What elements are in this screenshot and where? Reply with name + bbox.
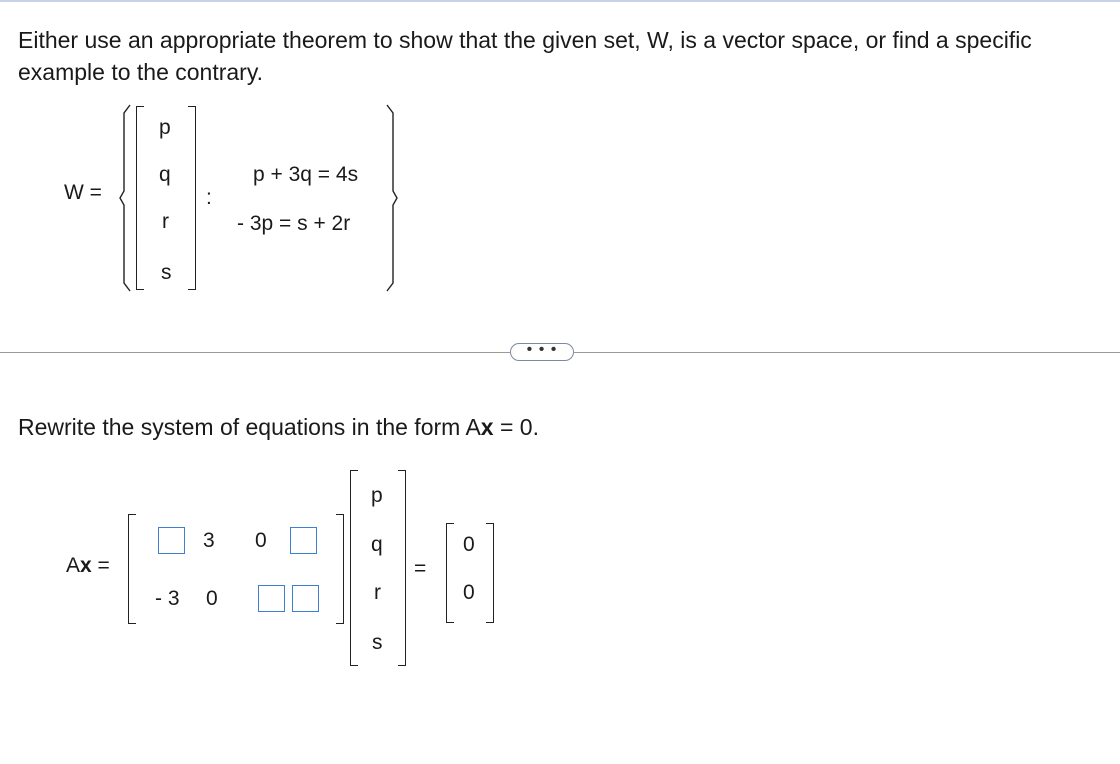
such-that-colon: :	[206, 186, 212, 209]
ax-label-A: A	[66, 554, 81, 577]
zero-vector-bracket-left	[446, 523, 454, 623]
section-divider-left	[0, 352, 510, 353]
matrix-r1c3: 0	[255, 529, 267, 552]
top-border	[0, 0, 1120, 2]
ax-label-x: x	[80, 554, 92, 577]
matrix-r1c1-input[interactable]	[158, 527, 185, 554]
set-brace-right	[385, 103, 399, 293]
zero-entry-1: 0	[463, 533, 475, 556]
zero-vector-bracket-right	[486, 523, 494, 623]
condition-2: - 3p = s + 2r	[237, 212, 351, 235]
zero-entry-2: 0	[463, 581, 475, 604]
set-brace-left	[118, 103, 132, 293]
set-label: W =	[64, 181, 102, 204]
matrix-r1c2: 3	[203, 529, 215, 552]
matrix-r2c4-input[interactable]	[292, 585, 319, 612]
vector-entry-s: s	[161, 261, 172, 284]
matrix-r2c2: 0	[206, 587, 218, 610]
matrix-r2c3-input[interactable]	[258, 585, 285, 612]
section-divider-right	[574, 352, 1120, 353]
vector-entry-q: q	[159, 163, 171, 186]
instruction-suffix: = 0.	[493, 414, 539, 440]
vector-bracket-right	[188, 106, 196, 290]
matrix-bracket-right	[336, 514, 344, 624]
matrix-bracket-left	[128, 514, 136, 624]
x-entry-r: r	[374, 581, 381, 604]
step-instruction	[18, 411, 539, 443]
x-entry-q: q	[371, 533, 383, 556]
x-vector-bracket-right	[398, 470, 406, 666]
vector-bracket-left	[136, 106, 144, 290]
x-entry-s: s	[372, 631, 383, 654]
condition-1: p + 3q = 4s	[253, 163, 359, 186]
matrix-r1c4-input[interactable]	[290, 527, 317, 554]
question-prompt: Either use an appropriate theorem to show that the given set, W, is a vector space, or find a specific example to the contrary.	[18, 27, 1032, 85]
equals-sign: =	[414, 557, 427, 580]
ax-label	[66, 554, 110, 578]
vector-entry-r: r	[162, 210, 169, 233]
matrix-r2c1: - 3	[155, 587, 180, 610]
instruction-x: x	[480, 414, 494, 440]
vector-entry-p: p	[159, 116, 171, 139]
x-vector-bracket-left	[350, 470, 358, 666]
x-entry-p: p	[371, 484, 383, 507]
ax-label-eq: =	[91, 554, 110, 577]
instruction-A: A	[465, 414, 481, 440]
show-more-button[interactable]: • • •	[510, 343, 574, 361]
instruction-prefix: Rewrite the system of equations in the form	[18, 414, 466, 440]
